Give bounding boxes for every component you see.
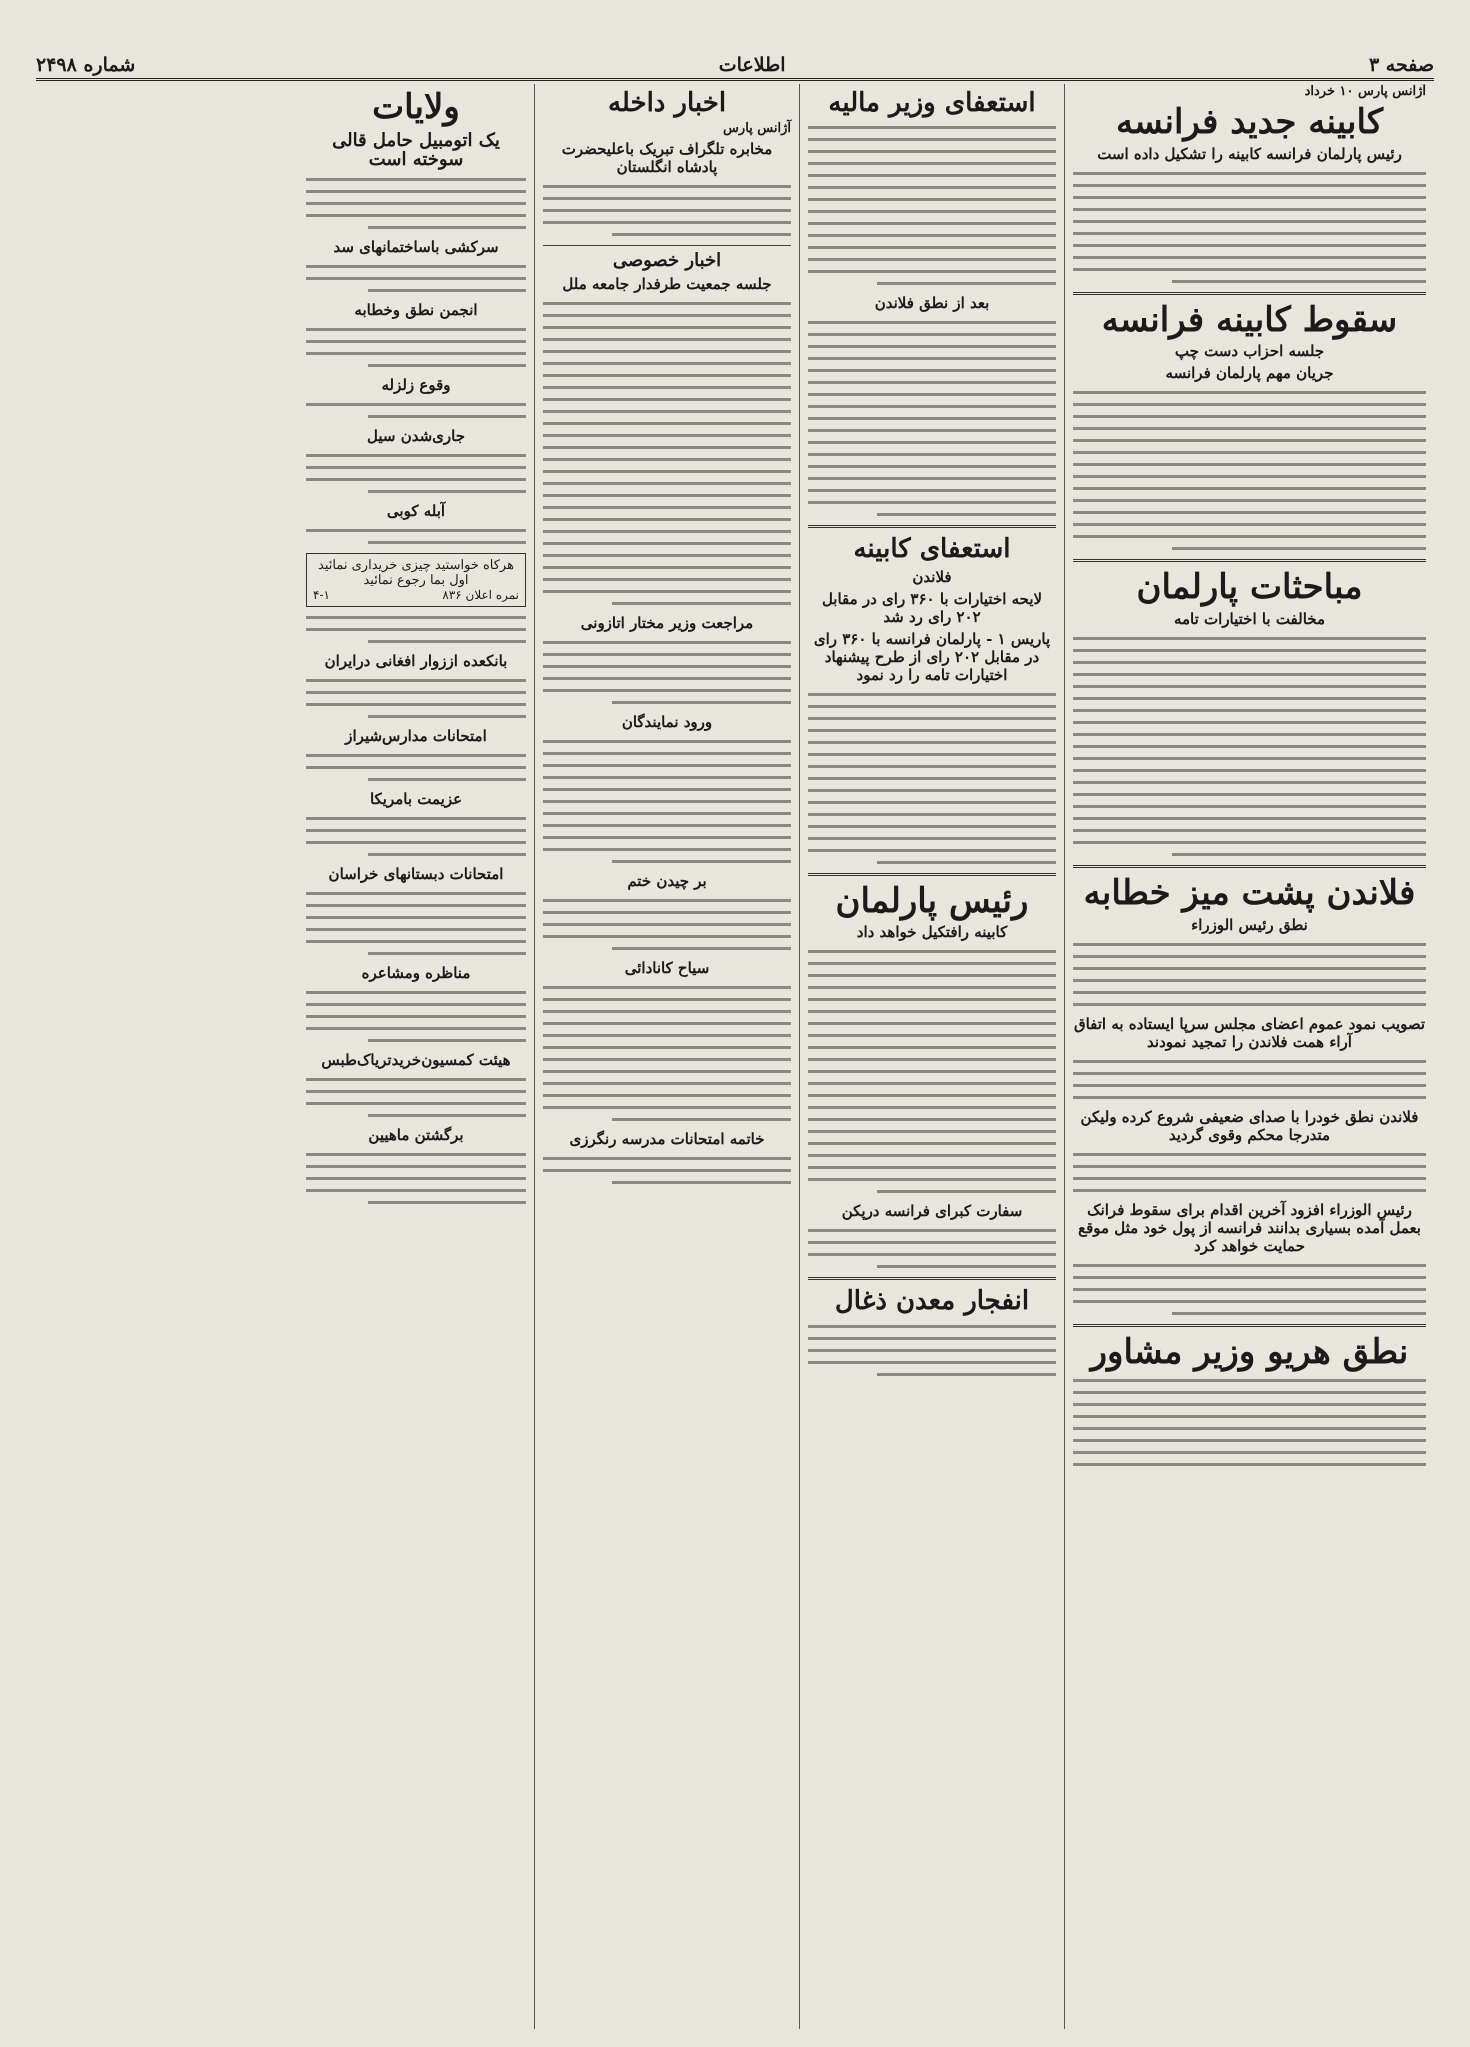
subhead-earthquake: وقوع زلزله	[381, 376, 451, 395]
headline-private-news: اخبار خصوصی	[612, 250, 722, 272]
subhead-speech-society: انجمن نطق وخطابه	[354, 301, 478, 320]
headline-flandin-rostrum: فلاندن پشت میز خطابه	[1083, 873, 1416, 914]
ad-number: ۴-۱	[313, 588, 330, 603]
text-block	[543, 302, 791, 605]
text-block	[306, 529, 526, 544]
text-block	[543, 899, 791, 950]
subhead-vaccination: آبله کوبی	[386, 502, 446, 521]
headline-cabinet-fall: سقوط کابینه فرانسه	[1101, 299, 1398, 340]
column-foreign-news	[1064, 84, 1434, 2029]
subhead-weak-voice: فلاندن نطق خودرا با صدای ضعیفی شروع کرده ولیکن متدرجا محکم وقوی گردید	[1080, 1107, 1419, 1144]
subhead-parliament: جریان مهم پارلمان فرانسه	[1165, 364, 1334, 383]
text-block	[1073, 943, 1426, 1006]
text-block	[808, 693, 1056, 864]
subhead-representatives: ورود نمایندگان	[621, 713, 713, 732]
text-block	[1073, 172, 1426, 283]
subhead-dam-inspection: سرکشی باساختمانهای سد	[333, 238, 499, 257]
subhead-league-nations: جلسه جمعیت طرفدار جامعه ملل	[562, 275, 772, 294]
headline-herriot-speech: نطق هریو وزیر مشاور	[1090, 1331, 1409, 1372]
subhead-debate-poetry: مناظره ومشاعره	[361, 964, 471, 983]
agency-source: آژانس پارس	[723, 121, 791, 137]
subhead-khorasan-exams: امتحانات دبستانهای خراسان	[328, 865, 504, 884]
text-block	[808, 321, 1056, 516]
subhead-to-america: عزیمت بامریکا	[369, 790, 463, 809]
column-finance-minister	[799, 84, 1064, 2029]
subhead-memorial: بر چیدن ختم	[627, 872, 707, 891]
headline-new-cabinet: کابینه جدید فرانسه	[1115, 102, 1384, 142]
text-block	[306, 265, 526, 292]
text-block	[543, 740, 791, 863]
headline-debates: مباحثات پارلمان	[1136, 567, 1363, 608]
subhead-shiraz-exams: امتحانات مدارس‌شیراز	[345, 727, 487, 746]
ad-reference: نمره اعلان ۸۳۶	[442, 588, 519, 603]
subhead-new-cabinet: رئیس پارلمان فرانسه کابینه را تشکیل داده است	[1097, 144, 1402, 163]
headline-parliament-president: رئیس پارلمان	[835, 880, 1029, 921]
text-block	[306, 328, 526, 367]
subhead-canadian-traveler: سیاح کانادائی	[624, 959, 710, 978]
text-block	[306, 817, 526, 856]
text-block	[1073, 1153, 1426, 1192]
text-block	[306, 1078, 526, 1117]
text-block	[306, 454, 526, 493]
subhead-telegram: مخابره تلگراف تبریک باعلیحضرت پادشاه انگلستان	[561, 140, 773, 177]
subhead-flandin: فلاندن	[912, 567, 952, 586]
text-block	[808, 1229, 1056, 1268]
issue-label: شماره ۲۴۹۸	[36, 54, 136, 76]
agency-source: آژانس پارس ۱۰ خرداد	[1304, 84, 1426, 99]
text-block	[306, 403, 526, 418]
subhead-us-minister: مراجعت وزیر مختار اتازونی	[580, 614, 754, 633]
text-block	[808, 126, 1056, 285]
subhead-fish-return: برگشتن ماهیین	[368, 1126, 464, 1145]
subhead-embassy-peking: سفارت کبرای فرانسه درپکن	[841, 1202, 1023, 1221]
text-block	[543, 641, 791, 704]
subhead-franc: رئیس الوزراء افزود آخرین اقدام برای سقوط فرانک بعمل آمده بسیاری بدانند فرانسه از پول خود مثل موقع حمایت خواهد کرد	[1078, 1200, 1421, 1255]
text-block	[306, 892, 526, 955]
text-block	[543, 986, 791, 1121]
column-provinces	[298, 84, 534, 2029]
subhead-dyeing-school: خاتمه امتحانات مدرسه رنگرزی	[569, 1130, 765, 1149]
page-label: صفحه ۳	[1368, 54, 1434, 76]
subhead-opposition: مخالفت با اختیارات تامه	[1173, 610, 1325, 629]
ad-text: هرکاه خواستید چیزی خریداری نمائید اول بما رجوع نمائید	[318, 558, 514, 589]
masthead-domestic: اخبار داخله	[607, 88, 727, 118]
text-block	[543, 1157, 791, 1184]
text-block	[1073, 1264, 1426, 1315]
text-block	[306, 616, 526, 643]
headline-burned-car: یک اتومبیل حامل قالی سوخته است	[332, 129, 500, 170]
bold-paragraph-vote: پاریس ۱ - پارلمان فرانسه با ۳۶۰ رای در مقابل ۲۰۲ رای از طرح پیشنهاد اختیارات تامه را رد نمود	[813, 629, 1051, 684]
bold-paragraph: تصویب نمود عموم اعضای مجلس سرپا ایستاده به اتفاق آراء همت فلاندن را تمجید نمودند	[1073, 1014, 1426, 1051]
subhead-form-cabinet: کابینه رافتکیل خواهد داد	[856, 923, 1008, 942]
text-block	[306, 754, 526, 781]
advertisement-box	[306, 553, 526, 607]
subhead-bill-rejected: لایحه اختیارات با ۳۶۰ رای در مقابل ۲۰۲ رای رد شد	[821, 589, 1043, 626]
subhead-flood: جاری‌شدن سیل	[367, 427, 465, 446]
headline-finance-resign: استعفای وزیر مالیه	[828, 88, 1036, 118]
subhead-opium-commission: هیئت کمسیون‌خریدتریاک‌طبس	[321, 1051, 511, 1070]
column-domestic-news	[534, 84, 799, 2029]
text-block	[306, 178, 526, 229]
text-block	[808, 950, 1056, 1193]
subhead-afghan-pilgrims: بانکعده اززوار افغانی درایران	[324, 652, 508, 671]
text-block	[1073, 1379, 1426, 1466]
headline-coal-mine-explosion: انفجار معدن ذغال	[834, 1286, 1030, 1317]
text-block	[1073, 391, 1426, 550]
headline-provinces: ولایات	[372, 87, 460, 127]
text-block	[1073, 1060, 1426, 1099]
text-block	[1073, 637, 1426, 856]
paper-name: اطلاعات	[718, 54, 786, 76]
text-block	[808, 1325, 1056, 1376]
running-head	[36, 52, 1434, 81]
text-block	[306, 679, 526, 718]
headline-cabinet-resign: استعفای کابینه	[853, 534, 1011, 565]
subhead-after-speech: بعد از نطق فلاندن	[874, 294, 990, 313]
subhead-pm-speech: نطق رئیس الوزراء	[1191, 915, 1308, 934]
text-block	[306, 1153, 526, 1204]
text-block	[306, 991, 526, 1042]
subhead-left-parties: جلسه احزاب دست چپ	[1174, 342, 1325, 361]
text-block	[543, 185, 791, 236]
columns	[36, 84, 1434, 2029]
